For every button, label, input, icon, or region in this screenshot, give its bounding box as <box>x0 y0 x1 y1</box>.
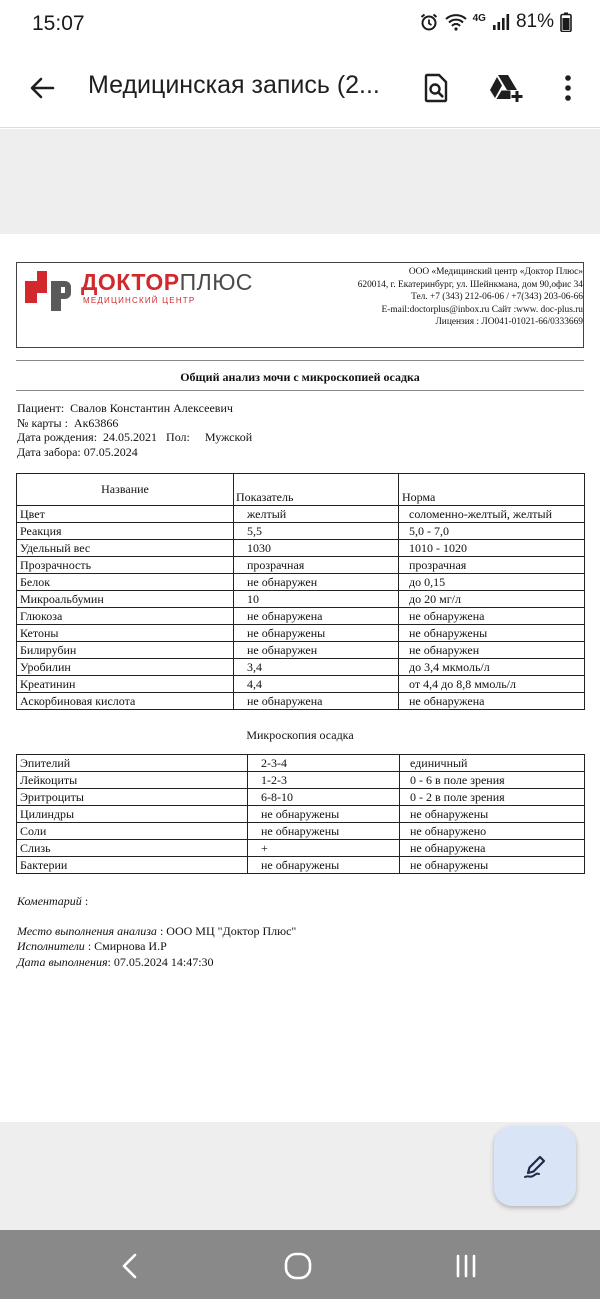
table-header-cell: Показатель <box>234 474 399 506</box>
more-vert-icon <box>563 74 573 102</box>
clinic-logo-subtitle: МЕДИЦИНСКИЙ ЦЕНТР <box>83 296 196 305</box>
table-cell-norm: не обнаружена <box>400 840 585 857</box>
table-cell-norm: не обнаружены <box>400 857 585 874</box>
table-cell-value: не обнаружен <box>234 574 399 591</box>
edit-pen-icon <box>520 1151 550 1181</box>
system-nav-bar <box>0 1230 600 1299</box>
org-address: 620014, г. Екатеринбург, ул. Шейнкмана, дом 90,офис 34 <box>357 279 583 290</box>
document-header <box>16 262 584 348</box>
table-cell-value: + <box>248 840 400 857</box>
table-cell-name: Соли <box>17 823 248 840</box>
table-row <box>17 608 585 625</box>
alarm-icon <box>419 12 439 32</box>
results-table <box>16 473 585 710</box>
place-line: Место выполнения анализа : ООО МЦ "Доктор Плюс" <box>17 923 297 938</box>
table-cell-name: Креатинин <box>17 676 234 693</box>
table-cell-norm: до 20 мг/л <box>399 591 585 608</box>
arrow-back-icon <box>28 74 56 102</box>
table-header-row <box>17 474 585 506</box>
table-cell-value: желтый <box>234 506 399 523</box>
nav-back-button[interactable] <box>112 1248 148 1284</box>
table-row <box>17 840 585 857</box>
table-cell-norm: 1010 - 1020 <box>399 540 585 557</box>
sample-date: Дата забора: 07.05.2024 <box>17 444 138 459</box>
org-phone: Тел. +7 (343) 212-06-06 / +7(343) 203-06-66 <box>411 292 583 303</box>
table-cell-name: Эритроциты <box>17 789 248 806</box>
wifi-icon <box>445 13 467 31</box>
table-cell-norm: не обнаружена <box>399 693 585 710</box>
divider <box>16 390 584 391</box>
table-cell-name: Цилиндры <box>17 806 248 823</box>
org-license: Лицензия : ЛО041-01021-66/0333669 <box>435 317 583 328</box>
table-cell-norm: до 3,4 мкмоль/л <box>399 659 585 676</box>
table-row <box>17 557 585 574</box>
table-row <box>17 755 585 772</box>
divider <box>16 360 584 361</box>
table-row <box>17 625 585 642</box>
patient-card: № карты : Ак63866 <box>17 415 119 430</box>
network-type: 4G <box>472 12 486 24</box>
table-cell-value: не обнаружены <box>248 857 400 874</box>
find-in-document-button[interactable] <box>416 68 456 108</box>
date-line: Дата выполнения: 07.05.2024 14:47:30 <box>17 954 214 969</box>
table-row <box>17 676 585 693</box>
table-cell-norm: прозрачная <box>399 557 585 574</box>
table-cell-value: не обнаружены <box>234 625 399 642</box>
table-cell-norm: 0 - 2 в поле зрения <box>400 789 585 806</box>
table-cell-norm: не обнаружены <box>400 806 585 823</box>
document-search-icon <box>422 73 450 103</box>
table-row <box>17 789 585 806</box>
patient-info <box>17 401 252 459</box>
table-cell-value: 1030 <box>234 540 399 557</box>
table-cell-norm: не обнаружена <box>399 608 585 625</box>
add-to-drive-button[interactable] <box>486 68 526 108</box>
table-cell-value: 4,4 <box>234 676 399 693</box>
table-cell-norm: от 4,4 до 8,8 ммоль/л <box>399 676 585 693</box>
table-cell-name: Уробилин <box>17 659 234 676</box>
table-cell-name: Прозрачность <box>17 557 234 574</box>
document-viewer[interactable] <box>0 129 600 1230</box>
nav-recents-button[interactable] <box>448 1248 484 1284</box>
nav-home-button[interactable] <box>280 1248 316 1284</box>
status-bar <box>0 0 600 48</box>
table-row <box>17 540 585 557</box>
table-cell-name: Аскорбиновая кислота <box>17 693 234 710</box>
clinic-logo-text: ДОКТОРПЛЮС <box>81 269 253 295</box>
table-cell-name: Бактерии <box>17 857 248 874</box>
table-cell-name: Цвет <box>17 506 234 523</box>
table-cell-norm: 0 - 6 в поле зрения <box>400 772 585 789</box>
comment-line: Коментарий : <box>17 894 89 908</box>
signal-icon <box>492 13 510 31</box>
table-row <box>17 642 585 659</box>
recents-icon <box>452 1252 480 1280</box>
table-cell-value: не обнаружена <box>234 693 399 710</box>
microscopy-table <box>16 754 585 874</box>
executor-line: Исполнители : Смирнова И.Р <box>17 939 167 953</box>
table-cell-name: Кетоны <box>17 625 234 642</box>
table-row <box>17 857 585 874</box>
table-cell-name: Эпителий <box>17 755 248 772</box>
table-cell-name: Слизь <box>17 840 248 857</box>
table-row <box>17 523 585 540</box>
table-row <box>17 772 585 789</box>
status-time: 15:07 <box>32 12 85 35</box>
battery-icon <box>560 12 572 32</box>
table-cell-value: 6-8-10 <box>248 789 400 806</box>
org-name: ООО «Медицинский центр «Доктор Плюс» <box>408 267 583 277</box>
more-options-button[interactable] <box>548 68 588 108</box>
back-button[interactable] <box>22 68 62 108</box>
patient-name: Пациент: Свалов Константин Алексеевич <box>17 401 233 415</box>
status-icons <box>419 11 572 33</box>
table-cell-name: Удельный вес <box>17 540 234 557</box>
home-circle-icon <box>283 1251 313 1281</box>
document-title: Медицинская запись (2... <box>88 71 380 99</box>
table-cell-name: Лейкоциты <box>17 772 248 789</box>
table-cell-name: Билирубин <box>17 642 234 659</box>
table-cell-name: Микроальбумин <box>17 591 234 608</box>
document-page <box>0 234 600 1122</box>
org-email-site: E-mail:doctorplus@inbox.ru Сайт :www. doc-plus.ru <box>381 304 583 315</box>
battery-percent: 81% <box>515 11 554 32</box>
table-cell-value: 3,4 <box>234 659 399 676</box>
table-cell-norm: не обнаружен <box>399 642 585 659</box>
table-cell-name: Глюкоза <box>17 608 234 625</box>
app-bar <box>0 48 600 128</box>
microscopy-title: Микроскопия осадка <box>246 728 354 742</box>
table-cell-norm: до 0,15 <box>399 574 585 591</box>
table-cell-name: Белок <box>17 574 234 591</box>
table-cell-value: прозрачная <box>234 557 399 574</box>
table-row <box>17 693 585 710</box>
organization-info <box>283 266 583 329</box>
table-row <box>17 823 585 840</box>
table-cell-norm: 5,0 - 7,0 <box>399 523 585 540</box>
table-header-cell: Название <box>17 474 234 506</box>
add-to-drive-icon <box>488 73 524 103</box>
table-cell-norm: соломенно-желтый, желтый <box>399 506 585 523</box>
chevron-left-icon <box>120 1252 140 1280</box>
patient-birth: Дата рождения: 24.05.2021 Пол: Мужской <box>17 430 253 445</box>
table-row <box>17 506 585 523</box>
table-cell-value: 1-2-3 <box>248 772 400 789</box>
analysis-title: Общий анализ мочи с микроскопией осадка <box>180 370 420 384</box>
clinic-logo-icon <box>23 269 73 313</box>
table-row <box>17 659 585 676</box>
table-cell-value: не обнаружен <box>234 642 399 659</box>
analysis-footer <box>17 894 296 970</box>
table-cell-norm: единичный <box>400 755 585 772</box>
table-cell-value: не обнаружены <box>248 823 400 840</box>
table-header-cell: Норма <box>399 474 585 506</box>
table-cell-value: не обнаружена <box>234 608 399 625</box>
table-cell-value: 5,5 <box>234 523 399 540</box>
table-row <box>17 806 585 823</box>
table-row <box>17 591 585 608</box>
table-cell-value: 10 <box>234 591 399 608</box>
table-cell-norm: не обнаружено <box>400 823 585 840</box>
edit-fab-button[interactable] <box>494 1126 576 1206</box>
table-cell-value: не обнаружены <box>248 806 400 823</box>
table-cell-norm: не обнаружены <box>399 625 585 642</box>
table-cell-name: Реакция <box>17 523 234 540</box>
table-cell-value: 2-3-4 <box>248 755 400 772</box>
table-row <box>17 574 585 591</box>
